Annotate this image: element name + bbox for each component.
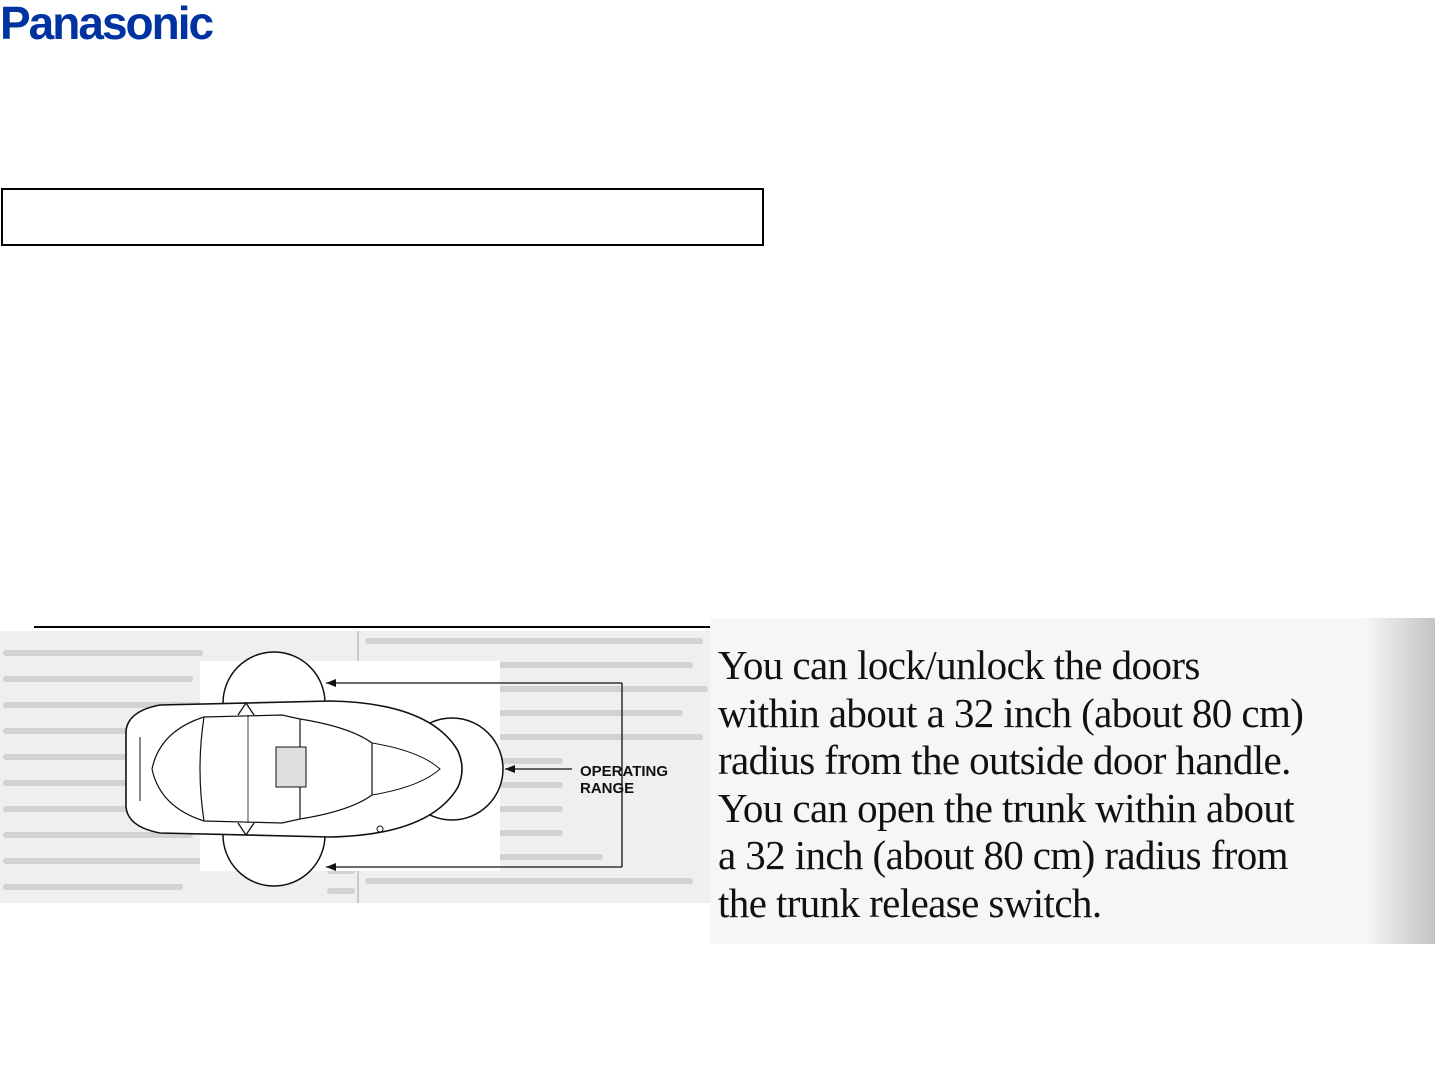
title-box bbox=[1, 188, 764, 246]
range-description bbox=[718, 642, 1435, 927]
operating-range-label-line1: OPERATING bbox=[580, 763, 669, 780]
description-line: radius from the outside door handle. bbox=[718, 737, 1291, 783]
scanned-description-panel bbox=[710, 618, 1435, 944]
description-line: the trunk release switch. bbox=[718, 879, 1102, 926]
description-line: a 32 inch (about 80 cm) radius from bbox=[718, 832, 1288, 878]
panasonic-logo: Panasonic bbox=[0, 0, 213, 49]
operating-range-label-line2: RANGE bbox=[580, 780, 635, 797]
description-line: within about a 32 inch (about 80 cm) bbox=[718, 689, 1304, 736]
operating-range-diagram bbox=[0, 631, 712, 903]
description-line: You can lock/unlock the doors bbox=[718, 642, 1200, 688]
description-line: You can open the trunk within about bbox=[718, 784, 1295, 831]
